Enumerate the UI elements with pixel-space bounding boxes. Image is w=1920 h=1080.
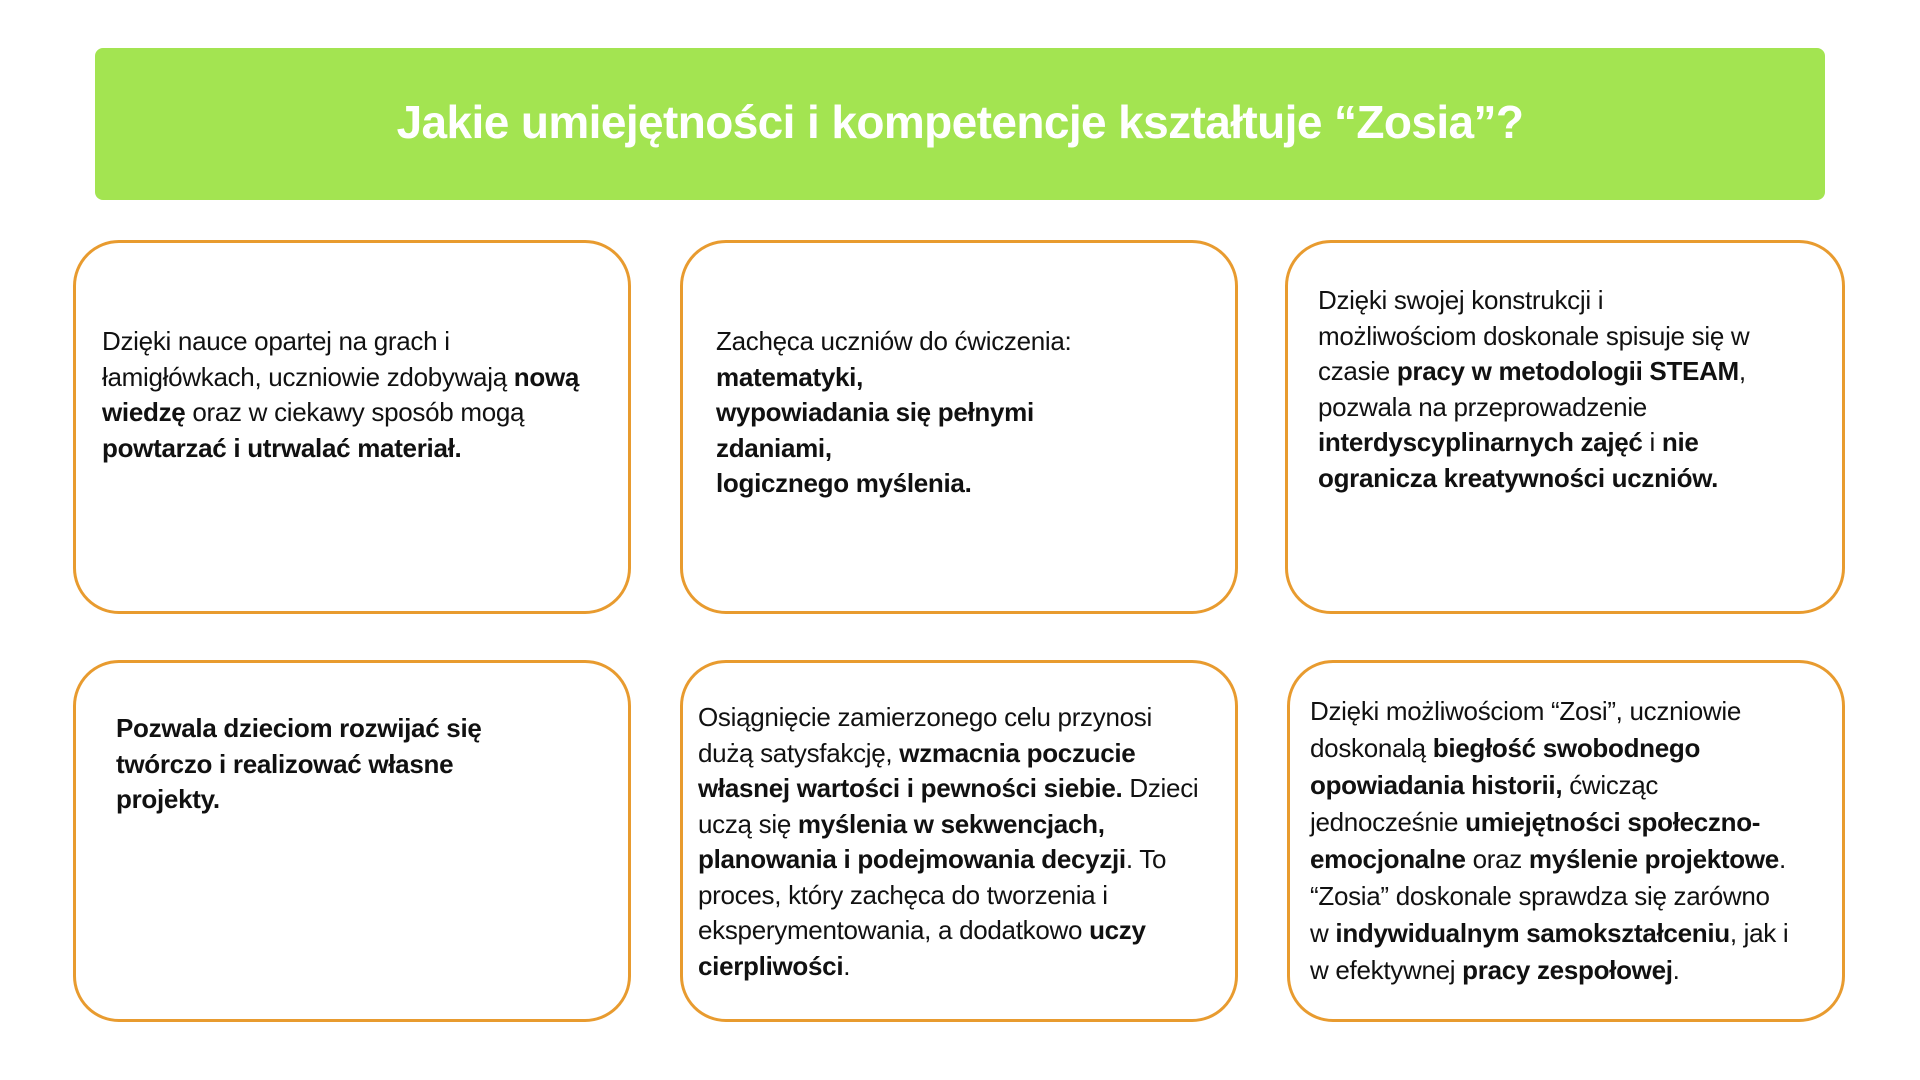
bold-text: twórczo i realizować własne [116, 748, 454, 779]
card-text-line [716, 395, 1071, 431]
text: , jak i [1729, 918, 1789, 948]
text: i [1642, 427, 1662, 457]
text: proces, który zachęca do tworzenia i [698, 879, 1108, 910]
text: . [843, 950, 851, 981]
card-text-line [698, 949, 1198, 985]
text: oraz [1465, 844, 1529, 874]
card-text-line [716, 324, 1071, 360]
card-text-learning-through-games [102, 324, 579, 466]
card-text-line [1310, 952, 1788, 989]
card-text-line [698, 878, 1198, 914]
card-text-line [102, 395, 579, 431]
text: eksperymentowania, a dodatkowo [698, 915, 1090, 945]
card-text-line [1310, 915, 1788, 952]
card-text-line [698, 771, 1198, 807]
bold-text: wzmacnia poczucie [899, 737, 1136, 768]
bold-text: logicznego myślenia. [716, 468, 972, 498]
card-text-steam-methodology [1318, 283, 1749, 496]
text: “Zosia” doskonale sprawdza się zarówno [1310, 881, 1770, 911]
card-text-line [698, 913, 1198, 949]
card-text-line [1318, 425, 1749, 461]
card-text-line [1310, 730, 1788, 767]
bold-text: interdyscyplinarnych zajęć [1318, 427, 1643, 457]
card-text-line [698, 700, 1198, 736]
text: Dzięki swojej konstrukcji i [1318, 285, 1604, 315]
text: , [1738, 356, 1746, 386]
text: Dzieci [1122, 773, 1199, 803]
card-text-satisfaction [698, 700, 1198, 984]
card-text-line [116, 711, 482, 747]
bold-text: matematyki, [716, 361, 863, 392]
bold-text: pracy w metodologii STEAM [1396, 356, 1739, 386]
card-text-line [1310, 841, 1788, 878]
title-banner [95, 48, 1825, 200]
text: Osiągnięcie zamierzonego celu przynosi [698, 702, 1152, 732]
card-text-line [116, 782, 482, 818]
text: czasie [1318, 356, 1397, 386]
bold-text: wiedzę [102, 397, 186, 427]
card-text-line [1318, 283, 1749, 319]
card-text-line [1318, 319, 1749, 355]
bold-text: uczy [1089, 915, 1146, 945]
text: możliwościom doskonale spisuje się w [1318, 320, 1750, 351]
text: łamigłówkach, uczniowie zdobywają [102, 361, 514, 392]
card-text-line [1318, 461, 1749, 497]
card-text-storytelling [1310, 693, 1788, 989]
text: doskonalą [1310, 733, 1433, 763]
card-text-line [1310, 804, 1788, 841]
card-text-line [716, 360, 1071, 396]
text: jednocześnie [1310, 807, 1466, 837]
text: w efektywnej [1310, 955, 1463, 985]
bold-text: powtarzać i utrwalać materiał. [102, 432, 462, 463]
card-text-line [116, 747, 482, 783]
card-text-line [102, 360, 579, 396]
bold-text: cierpliwości [698, 950, 844, 981]
card-text-line [716, 466, 1071, 502]
card-text-line [1310, 767, 1788, 804]
bold-text: projekty. [116, 784, 220, 814]
card-text-exercises [716, 324, 1071, 502]
bold-text: pracy zespołowej [1462, 955, 1673, 985]
bold-text: wypowiadania się pełnymi [716, 397, 1034, 427]
bold-text: nową [513, 361, 580, 392]
bold-text: myślenie projektowe [1528, 844, 1779, 874]
bold-text: opowiadania historii, [1310, 770, 1563, 800]
text: pozwala na przeprowadzenie [1318, 391, 1647, 422]
text: oraz w ciekawy sposób mogą [185, 397, 525, 427]
bold-text: ogranicza kreatywności uczniów. [1318, 462, 1719, 493]
text: uczą się [698, 808, 798, 839]
bold-text: emocjonalne [1310, 844, 1466, 874]
text: w [1310, 918, 1336, 948]
card-text-line [1310, 878, 1788, 915]
bold-text: własnej wartości i pewności siebie. [698, 773, 1123, 803]
card-text-line [1318, 390, 1749, 426]
text: . [1778, 844, 1786, 874]
bold-text: zdaniami, [716, 432, 832, 463]
text: dużą satysfakcję, [698, 737, 900, 768]
card-text-line [1310, 693, 1788, 730]
card-text-line [698, 807, 1198, 843]
card-text-line [102, 324, 579, 360]
text: Zachęca uczniów do ćwiczenia: [716, 326, 1072, 356]
text: ćwicząc [1562, 770, 1659, 800]
text: Dzięki możliwościom “Zosi”, uczniowie [1310, 696, 1741, 726]
bold-text: biegłość swobodnego [1432, 733, 1701, 763]
text: . [1672, 955, 1680, 985]
bold-text: nie [1661, 427, 1699, 457]
card-text-line [716, 431, 1071, 467]
bold-text: Pozwala dzieciom rozwijać się [116, 713, 482, 743]
card-text-line [698, 842, 1198, 878]
bold-text: myślenia w sekwencjach, [797, 808, 1105, 839]
bold-text: umiejętności społeczno- [1465, 807, 1761, 837]
card-text-line [698, 736, 1198, 772]
text: Dzięki nauce opartej na grach i [102, 326, 450, 356]
card-text-creativity [116, 711, 482, 818]
text: . To [1125, 844, 1167, 874]
card-text-line [1318, 354, 1749, 390]
card-text-line [102, 431, 579, 467]
bold-text: planowania i podejmowania decyzji [698, 844, 1126, 874]
page-title: Jakie umiejętności i kompetencje kształtuje “Zosia”? [396, 96, 1524, 148]
bold-text: indywidualnym samokształceniu [1335, 918, 1730, 948]
